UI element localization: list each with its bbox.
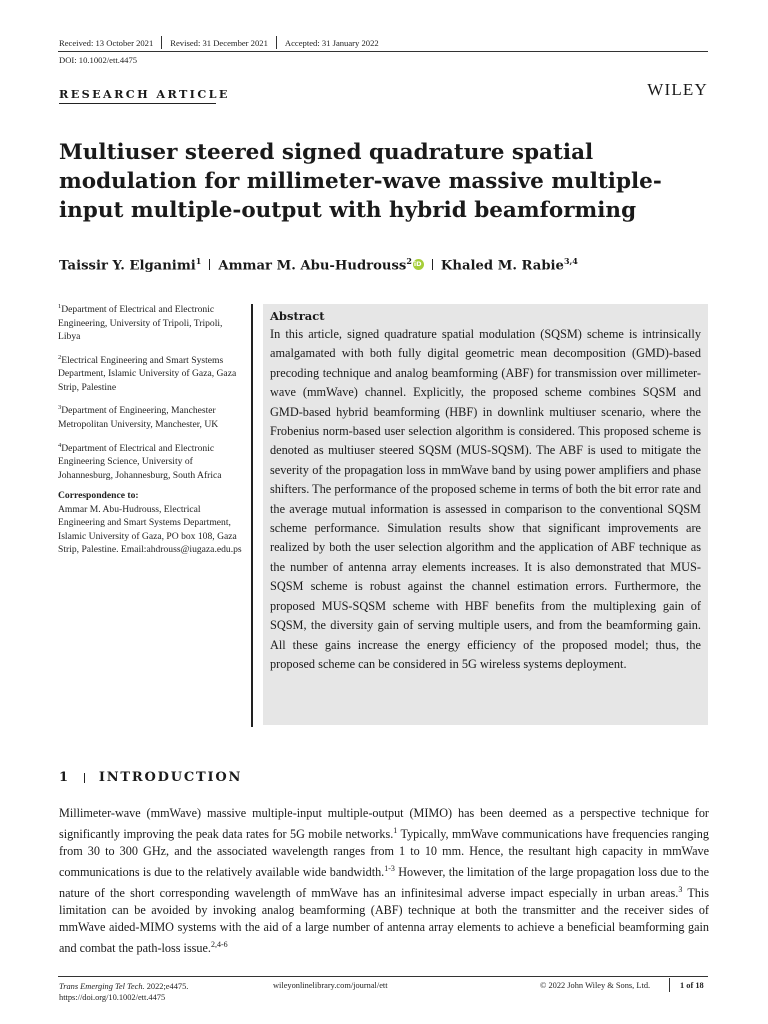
affiliation: $^3$Department of Engineering, Manchester Metropolitan University, Manchester, UK bbox=[58, 404, 219, 431]
divider bbox=[161, 36, 162, 49]
correspondence-text: Ammar M. Abu-Hudrouss, Electrical Engineering and Smart Systems Department, Islamic University of Gaza, PO box 108, Gaza Strip, Palestine. Email:ahdrouss@iugaza.edu.ps bbox=[58, 503, 242, 556]
orcid-icon[interactable] bbox=[413, 259, 424, 270]
divider bbox=[432, 259, 433, 270]
intro-paragraph: Millimeter-wave (mmWave) massive multiple-input multiple-output (MIMO) has been deemed as a perspective technique for significantly improving the peak data rates for 5G mobile networks.$^1$ Typically, mmWave communications have frequencies ranging from 30 to 300 GHz, and the associated wavelength ranges from 1 to 10 mm. Hence, the resultant high capacity in mmWave communications is due to the relatively available wide bandwidth.$^{1-3}$ However, the limitation of the large propagation loss due to the nature of the short corresponding wavelength of mmWave has an infinitesimal adverse impact especially in urban areas.$^3$ This limitation can be avoided by invoking analog beamforming (ABF) technique at both the transmitter and the receiver sides of mmWave aided-MIMO systems with the aid of a large number of antenna array elements to achieve a beneficial beamforming gain and combat the path-loss issue.$^{2,4-6}$ bbox=[59, 806, 709, 956]
author-affiliation-ref: 2 bbox=[406, 256, 412, 266]
citation-ref[interactable]: 1-3 bbox=[384, 864, 395, 874]
copyright: © 2022 John Wiley & Sons, Ltd. bbox=[540, 981, 651, 990]
revised-date: Revised: 31 December 2021 bbox=[170, 37, 268, 48]
affiliation: $^4$Department of Electrical and Electronic Engineering Science, University of Johannesburg, Johannesburg, South Africa bbox=[58, 441, 222, 481]
author-name[interactable]: Ammar M. Abu-Hudrouss$^2$ bbox=[218, 256, 412, 274]
abstract-box bbox=[263, 304, 708, 725]
journal-name: Trans Emerging Tel Tech. bbox=[59, 982, 145, 991]
divider bbox=[84, 773, 85, 783]
article-title: Multiuser steered signed quadrature spatial modulation for millimeter-wave massive multiple-input multiple-output with hybrid beamforming bbox=[59, 140, 662, 223]
doi[interactable]: DOI: 10.1002/ett.4475 bbox=[59, 55, 138, 65]
divider bbox=[669, 978, 670, 992]
page-number: 1 of 18 bbox=[680, 981, 704, 990]
doi-link[interactable]: https://doi.org/10.1002/ett.4475 bbox=[59, 993, 166, 1002]
abstract-rule bbox=[251, 304, 253, 727]
article-dates bbox=[59, 36, 379, 49]
header-rule bbox=[58, 51, 708, 52]
accepted-date: Accepted: 31 January 2022 bbox=[284, 37, 379, 48]
section-title: INTRODUCTION bbox=[98, 770, 243, 785]
author-affiliation-ref: 3,4 bbox=[563, 256, 578, 266]
affiliation: $^1$Department of Electrical and Electronic Engineering, University of Tripoli, Tripoli, Libya bbox=[58, 303, 223, 343]
received-date: Received: 13 October 2021 bbox=[59, 37, 154, 48]
correspondence-heading: Correspondence to: bbox=[58, 490, 139, 502]
citation-ref[interactable]: 3 bbox=[678, 885, 683, 895]
affiliation: $^2$Electrical Engineering and Smart Systems Department, Islamic University of Gaza, Gaza Strip, Palestine bbox=[58, 353, 237, 393]
citation-ref[interactable]: 1 bbox=[393, 826, 398, 835]
article-type: RESEARCH ARTICLE bbox=[59, 87, 230, 101]
author-list bbox=[59, 256, 578, 273]
journal-site-link[interactable]: wileyonlinelibrary.com/journal/ett bbox=[273, 981, 388, 990]
abstract-heading: Abstract bbox=[270, 309, 325, 323]
affiliations bbox=[58, 300, 246, 564]
divider bbox=[276, 36, 277, 49]
article-type-underline bbox=[59, 103, 216, 104]
abstract-text: In this article, signed quadrature spatial modulation (SQSM) scheme is intrinsically amalgamated with both fully digital geometric mean decomposition (GMD)-based precoding technique and analog beamforming (ABF) for transmission over millimeter-wave (mmWave) channel. Explicitly, the proposed scheme combines SQSM and GMD-based hybrid beamforming (HBF) in downlink multiuser scenario, where the Frobenius norm-based user selection algorithm is considered. This proposed scheme is denoted as multiuser steered SQSM (MUS-SQSM). The ABF is used to mitigate the severity of the propagation loss in mmWave band by using power amplifiers and phase shifters. The performance of the proposed scheme in terms of both the bit error rate and the average mutual information is assessed in comparison to the conventional SQSM scheme performance. Simulation results show that significant improvements are realized by both the user selection algorithm and the application of ABF technique as the number of antenna array elements increases. It is also demonstrated that MUS-SQSM scheme is robust against the channel estimation errors. Furthermore, the proposed MUS-SQSM scheme with HBF benefits from the multiplexing gain of SQSM, the diversity gain of serving multiple users, and from the beamforming gain. All these gains increase the energy efficiency of the proposed model; thus, the proposed scheme can be considered in 5G wireless systems deployment. bbox=[270, 327, 701, 671]
publisher-logo[interactable]: WILEY bbox=[647, 80, 708, 99]
footer-rule bbox=[58, 976, 708, 977]
author-name[interactable]: Taissir Y. Elganimi$^1$ bbox=[59, 256, 202, 274]
section-heading bbox=[59, 770, 242, 785]
footer-citation: Trans Emerging Tel Tech. 2022;e4475. https://doi.org/10.1002/ett.4475 bbox=[59, 982, 189, 1002]
author-affiliation-ref: 1 bbox=[195, 256, 202, 266]
author-name[interactable]: Khaled M. Rabie$^{3,4}$ bbox=[440, 256, 578, 274]
section-number: 1 bbox=[59, 770, 70, 785]
divider bbox=[209, 259, 210, 270]
citation-ref[interactable]: 2,4-6 bbox=[210, 940, 228, 950]
